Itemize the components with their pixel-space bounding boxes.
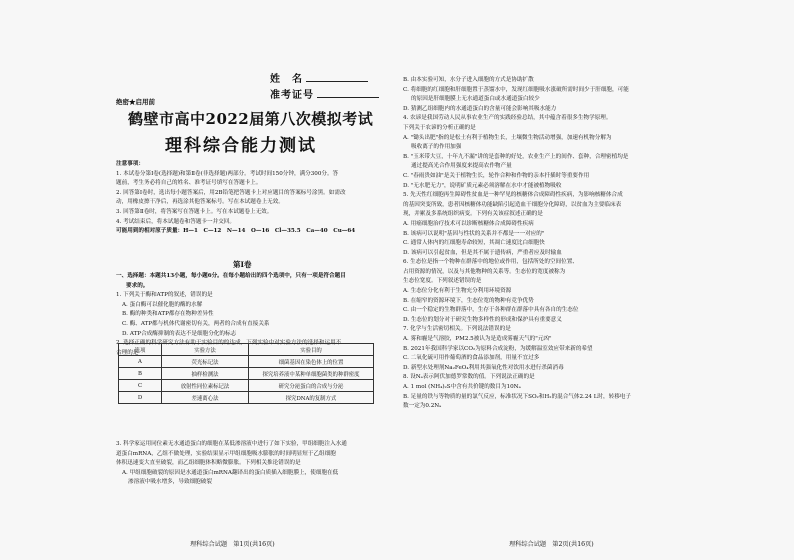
question-line: 7. 化学与生活密切相关。下列说法错误的是 <box>403 326 511 333</box>
question-line: B. 酶的种类和ATP都存在物种差异性 <box>122 311 214 318</box>
question-line: 数一定为0.2Nₐ <box>403 403 442 410</box>
exam-subtitle: 理科综合能力测试 <box>165 136 317 156</box>
question-line: 道蛋白mRNA，乙组不做处理，实验结果显示甲组细胞吸水膨胀的时间明显短于乙组细胞 <box>116 450 336 457</box>
question-line: C. 酶、ATP都与机体代谢密切有关，两者的合成有直接关系 <box>122 320 270 327</box>
table-header-row <box>119 344 374 356</box>
question-line: 合理的是 <box>116 349 139 356</box>
question-line: B. 由本实验可知，水分子进入细胞的方式是协助扩散 <box>403 77 534 83</box>
secret-label: 绝密★启用前 <box>116 98 155 106</box>
table-cell: 放射性同位素标记法 <box>162 380 249 392</box>
notes-line: 3. 回答第Ⅱ卷时，将答案写在答题卡上。写在本试题卷上无效。 <box>116 208 273 215</box>
table-header: 选项 <box>119 344 162 356</box>
question-line: D. "无水肥无力"，说明矿质元素必须溶解在水中才能被植物吸收 <box>403 182 562 189</box>
table-cell: 荧光标记法 <box>162 356 249 368</box>
notes-line: 1. 本试卷分第Ⅰ卷(选择题)和第Ⅱ卷(非选择题)两部分。考试时间150分钟，满分300分。答 <box>116 170 339 177</box>
question-line: A. 用癌细胞治疗技术可以诊断核糖体合成障碍性疾病 <box>403 220 534 227</box>
question-line: A. "锄头出肥"指的是松土有利于植物生长，土壤微生物活动增强，加速有机物分解为 <box>403 134 612 141</box>
question-line: B. 在缩窄的资源环境下，生态位宽的物种有竞争优势 <box>403 297 534 304</box>
question-line: C. 二氧化硫可用作葡萄酒的食品添加剂，用量不宜过多 <box>403 355 540 362</box>
notes-line: 2. 回答第Ⅰ卷时，选出每小题答案后，用2B铅笔把答题卡上对应题目的答案标号涂黑。如需改 <box>116 189 346 196</box>
table-row <box>119 368 374 380</box>
table-row <box>119 380 374 392</box>
question-line: 一、选择题：本题共13小题，每小题6分。在每小题给出的四个选项中，只有一项是符合题目 <box>116 273 346 279</box>
table-cell: 差速离心法 <box>162 392 249 404</box>
question-line: 6. 生态位是指一个物种在群落中的地位或作用，包括所处的空间位置、 <box>403 259 578 266</box>
question-line: 8. 设Nₐ表示阿伏加德罗常数的值。下列说法正确的是 <box>403 374 535 381</box>
question-line: A. 甲组细胞破裂的原因是水通道蛋白mRNA翻译出的蛋白质插入细胞膜上，使细胞在低 <box>122 469 339 476</box>
table-header: 实验目的 <box>249 344 374 356</box>
table-cell: 细菌基因在染色体上的位置 <box>249 356 374 368</box>
question-line: 体积迅速变大直至破裂，而乙组细胞体积略微膨胀。下列相关推论错误的是 <box>116 460 301 467</box>
right-column-text <box>403 76 778 412</box>
ticket-field <box>270 86 379 101</box>
question-line: C. 将细胞的红细胞和肝细胞置于蒸馏水中，发现红细胞吸水涨破所需时间少于肝细胞，可能 <box>403 86 629 93</box>
notes-line: 动，用橡皮擦干净后，再选涂其他答案标号。写在本试题卷上无效。 <box>116 199 284 206</box>
question-line: D. 该病可以引起贫血，但是其不属于遗传病，严重者应及时输血 <box>403 249 562 256</box>
question-line: B. 该病可以说明"基因与性状的关系并不都是一一对应的" <box>403 230 545 237</box>
table-cell: 探究培养液中某种单细胞菌类的种群密度 <box>249 368 374 380</box>
question-line: 的原因是肝细胞膜上无水通道蛋白或水通道蛋白较少 <box>411 96 540 103</box>
table-cell: 抽样检测法 <box>162 368 249 380</box>
question-line: 占用资源的情况，以及与其他物种的关系等。生态位的宽度被称为 <box>403 268 566 275</box>
ticket-label: 准考证号 <box>270 90 314 101</box>
table-cell: 探究DNA的复制方式 <box>249 392 374 404</box>
question-line: 渗溶液中吸水增多，导致细胞破裂 <box>128 479 212 486</box>
question-line: 的基因突变所致，患者因核糖体功能缺陷引起造血干细胞分化障碍，以贫血为主要临床表 <box>403 201 622 208</box>
name-field <box>270 70 368 85</box>
question-line: 通过提高光合作用强度来提高农作物产量 <box>411 163 512 170</box>
question-line: B. "玉米带大豆，十年九不漏"讲的是套种的好处，农业生产上的间作、套种，合理密植均是 <box>403 153 629 160</box>
notes-block <box>116 160 386 237</box>
question-line: D. 猜测乙组细胞内的水通道蛋白的含量可能会影响其吸水能力 <box>403 105 557 112</box>
page-footer-right: 理科综合试题 第2页(共16页) <box>509 541 594 548</box>
question-line: C. 由一个稳定的生物群落中，生存于各种群在群落中具有各自的生态位 <box>403 307 579 314</box>
page-right <box>397 0 794 560</box>
table-cell: B <box>119 368 162 380</box>
question-line: C. 通常人体内的红细胞寿命较短，其凋亡速度比白细胞快 <box>403 240 545 247</box>
exam-title: 鹤壁市高中2022届第八次模拟考试 <box>128 110 374 128</box>
question-line: 3. 科学家运用同位素无水通道蛋白的细胞在某低渗溶液中进行了如下实验，甲组细胞注入水通 <box>116 441 347 447</box>
table-cell: C <box>119 380 162 392</box>
notes-line: 4. 考试结束后，将本试题卷和答题卡一并交回。 <box>116 218 235 225</box>
question-line: 2. 选择正确的科学研究方法有助于实验目的的达成，下列实验中对实验方法的选择和运用不 <box>116 340 342 347</box>
section-title: 第Ⅰ卷 <box>233 260 252 269</box>
question-line: D. 生态位的划分对于研究生物多样性的形成和保护具有重要意义 <box>403 316 562 323</box>
question-line: D. ATP合成酶抑制的表达不是细胞分化的标志 <box>122 330 237 337</box>
notes-line: 题前，考生务必将自己的姓名、准考证号填写在答题卡上。 <box>116 180 262 187</box>
table-cell: D <box>119 392 162 404</box>
table-cell: 研究分泌蛋白的合成与分泌 <box>249 380 374 392</box>
question-line: 要求的。 <box>126 282 149 289</box>
question-line: A. 蛋白酶可以催化胞的酶的水解 <box>122 301 203 308</box>
question-line: 4. 农谚是我国劳动人民从事农业生产的实践经验总结，其中蕴含着很多生物学原理。 <box>403 115 612 122</box>
ticket-blank <box>317 97 379 98</box>
question-line: 1. 下列关于酶和ATP的叙述，错误的是 <box>116 292 213 299</box>
notes-line: 可能用到的相对原子质量：H—1 C—12 N—14 O—16 Cl—35.5 Ca—40 Cu—64 <box>116 228 356 235</box>
question-line: A. 1 mol (NH₄)₂S中含有共价键的数目为10Nₐ <box>403 384 521 390</box>
table-header: 实验方法 <box>162 344 249 356</box>
question-line: 吸收离子的作用加强 <box>411 144 462 151</box>
question-line: A. 雾和霾是气溶胶，PM2.5被认为是造成雾霾天气的"元凶" <box>403 336 552 343</box>
question-line: B. 2021年我国科学家以CO₂为原料合成淀粉，为缓解温室效应带来新的希望 <box>403 345 593 352</box>
question-line: A. 生态位分化有利于生物充分利用环境资源 <box>403 288 512 295</box>
question-line: 下列关于农谚的分析正确的是 <box>403 124 476 131</box>
table-row <box>119 356 374 368</box>
question-line: D. 新型水处理剂Na₂FeO₄利用其强氧化性对饮用水进行杀菌消毒 <box>403 364 564 371</box>
questions-block-b <box>116 440 386 488</box>
page-footer-left: 理科综合试题 第1页(共16页) <box>190 541 275 548</box>
question-line: 现，并累及多系统组织病变。下列有关该症叙述正确的是 <box>403 211 543 218</box>
question-line: 5. 先天性红细胞再生障碍性贫血是一种罕见的核糖体合成障碍性疾病，为影响核糖体合成 <box>403 192 623 199</box>
table-cell: A <box>119 356 162 368</box>
question-line: B. 足量的铁与等物质的量的氯气反应，标准状况下SO₂和H₂的混合气体2.24 L时，转移电子 <box>403 393 631 400</box>
question-line: 生态位宽度。下列叙述错误的是 <box>403 278 482 285</box>
name-label: 姓 名 <box>270 74 303 85</box>
question-line: C. "春雨贵如油"是关于植物生长，轮作合种和作物的亲本扦插时等重要作用 <box>403 172 590 179</box>
options-table <box>118 343 374 404</box>
name-blank <box>306 81 368 82</box>
table-row <box>119 392 374 404</box>
notes-line: 注意事项： <box>116 161 144 167</box>
